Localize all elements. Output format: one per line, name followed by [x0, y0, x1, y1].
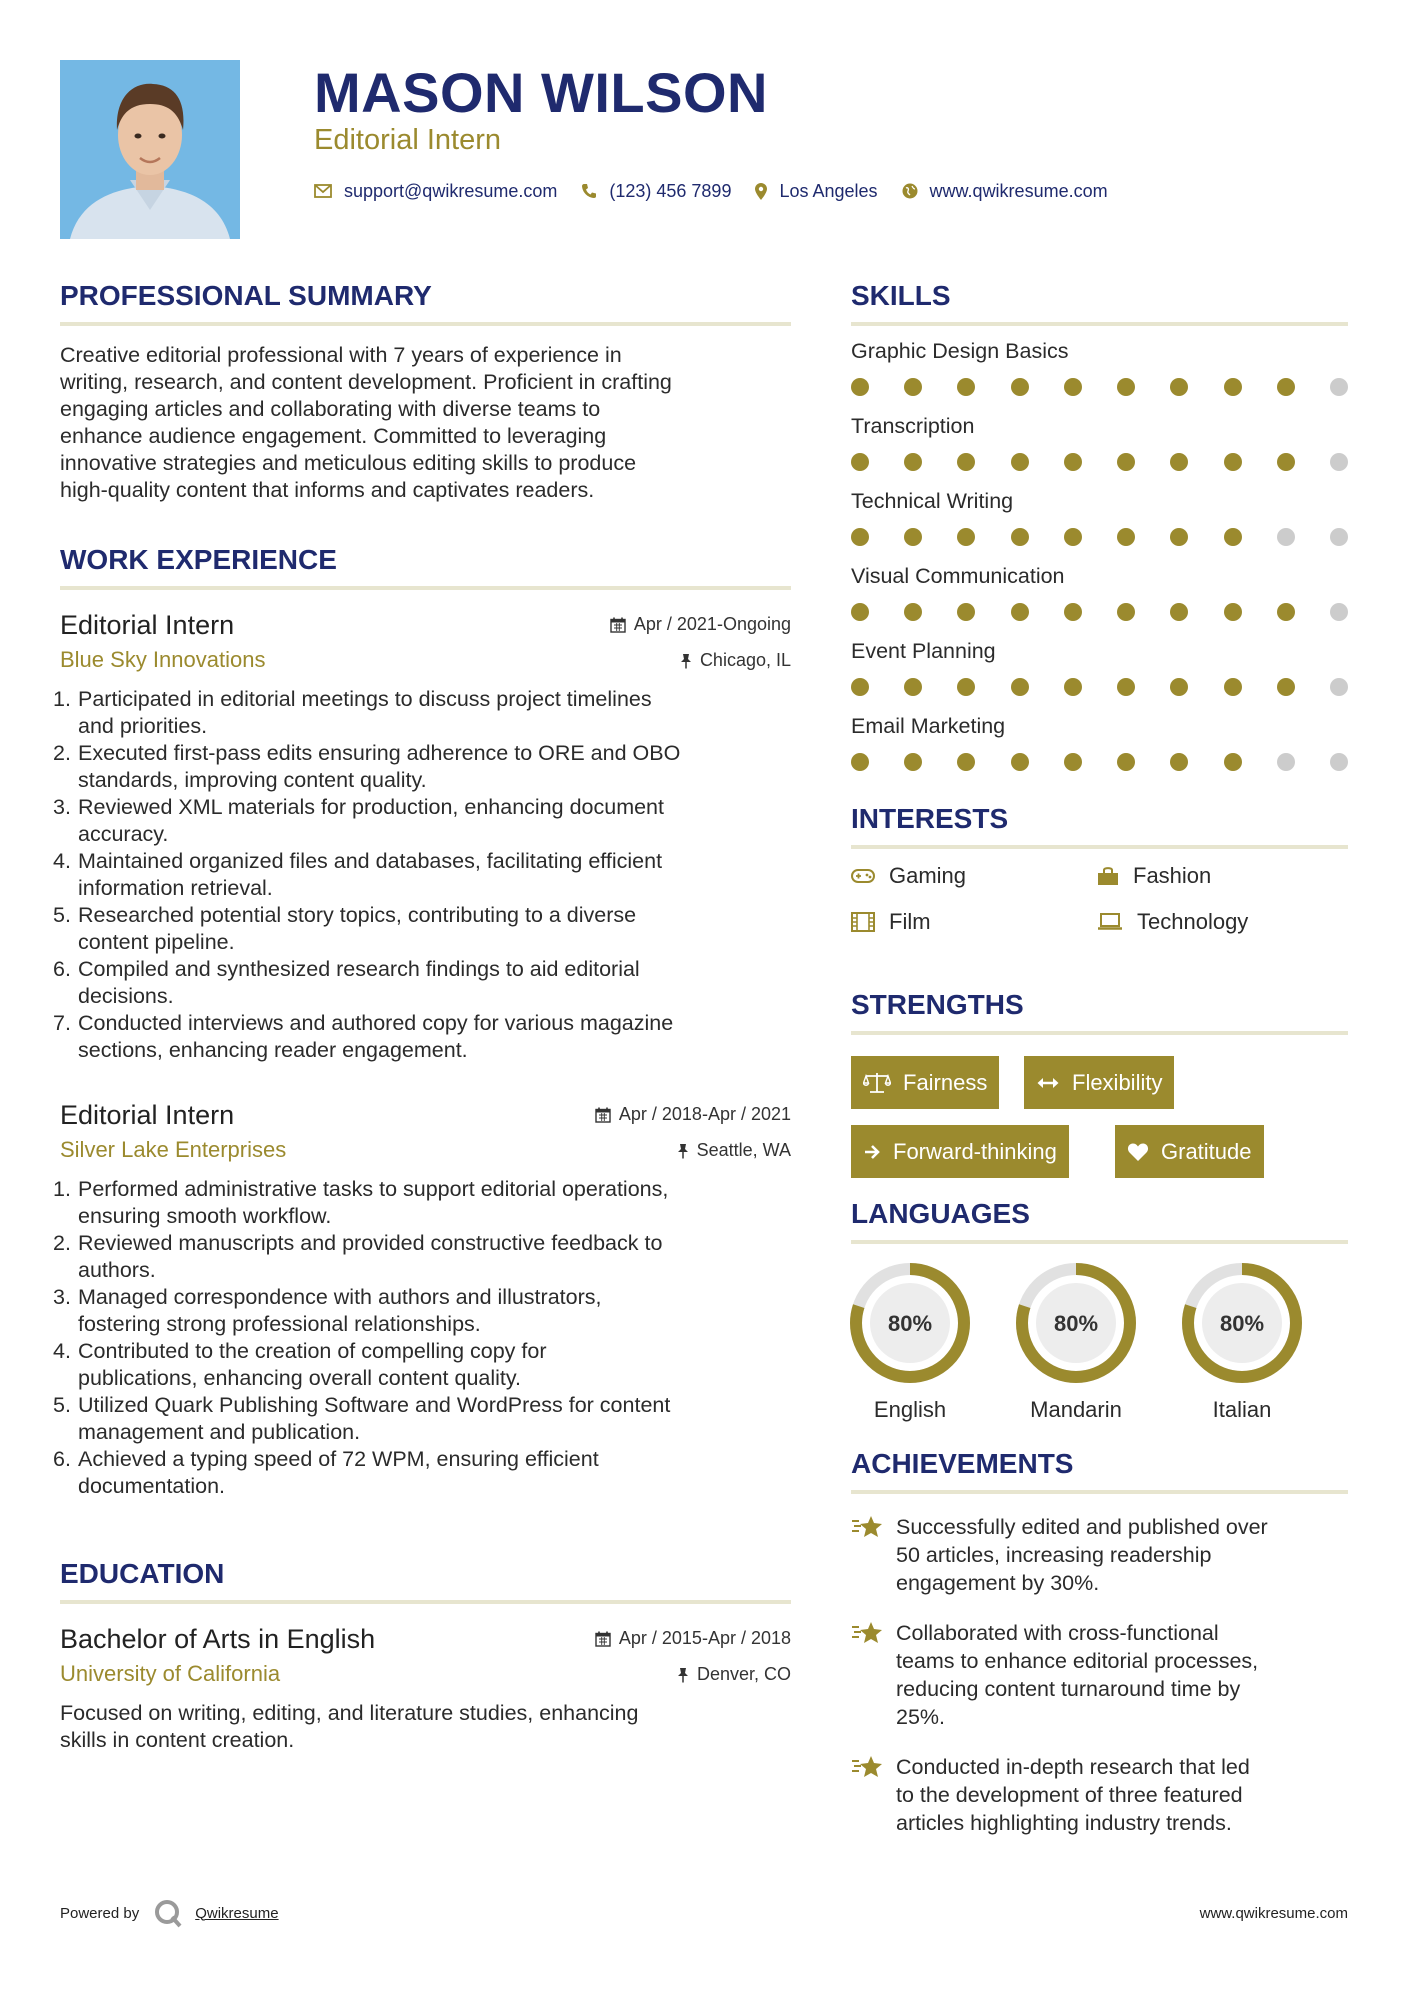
list-item: 5. Researched potential story topics, contributing to a diverse content pipeline. — [53, 903, 637, 954]
skill-rating — [851, 678, 1348, 696]
skill-dot-filled — [957, 678, 975, 696]
summary-line: innovative strategies and meticulous editing skills to produce — [60, 451, 637, 475]
job-location-text: Chicago, IL — [699, 650, 791, 670]
job-location — [680, 650, 791, 671]
list-item: 4. Maintained organized files and databases, facilitating efficient information retrieval. — [53, 849, 663, 900]
section-divider — [60, 1600, 791, 1604]
skills-heading: SKILLS — [851, 280, 951, 311]
interests-heading: INTERESTS — [851, 803, 1009, 834]
section-divider — [851, 322, 1348, 326]
skill-dot-filled — [1224, 453, 1242, 471]
shooting-star-icon — [851, 1753, 885, 1781]
education-date — [595, 1628, 791, 1649]
skill-dot-filled — [904, 378, 922, 396]
skill-dot-filled — [1011, 378, 1029, 396]
skill-dot-filled — [1224, 528, 1242, 546]
job-date — [595, 1104, 791, 1125]
section-divider — [851, 845, 1348, 849]
interest-film — [851, 909, 931, 935]
skill-dot-filled — [1117, 678, 1135, 696]
calendar-icon — [610, 617, 626, 633]
powered-by-text: Powered by — [60, 1904, 140, 1922]
job-bullets — [53, 1176, 791, 1500]
skill-name: Event Planning — [851, 639, 996, 663]
skill-dot-filled — [851, 378, 869, 396]
summary-heading: PROFESSIONAL SUMMARY — [60, 280, 432, 311]
skill-dot-filled — [1011, 753, 1029, 771]
job-title: Editorial Intern — [60, 1100, 235, 1130]
strength-badge — [851, 1056, 999, 1109]
candidate-name: MASON WILSON — [314, 61, 768, 124]
job-date-text: Apr / 2018-Apr / 2021 — [618, 1104, 791, 1124]
left-column — [53, 278, 791, 1754]
language-gauge — [1179, 1260, 1305, 1386]
interest-technology — [1097, 909, 1248, 935]
interest-label: Gaming — [889, 863, 967, 888]
section-divider — [851, 1240, 1348, 1244]
experience-section — [53, 542, 791, 1500]
list-item: 5. Utilized Quark Publishing Software and WordPress for content management and publication. — [53, 1393, 671, 1444]
education-description: Focused on writing, editing, and literature studies, enhancing skills in content creation. — [60, 1701, 639, 1752]
interest-label: Film — [889, 909, 931, 934]
degree-title: Bachelor of Arts in English — [60, 1624, 376, 1654]
list-item: 6. Compiled and synthesized research findings to aid editorial decisions. — [53, 957, 640, 1008]
skill-dot-filled — [1117, 378, 1135, 396]
skill-name: Transcription — [851, 414, 975, 438]
skill-dot-filled — [851, 603, 869, 621]
school-name: University of California — [60, 1661, 281, 1686]
balance-scale-icon — [863, 1072, 891, 1094]
right-column — [851, 278, 1348, 1837]
skill-name: Email Marketing — [851, 714, 1006, 738]
skill-name: Technical Writing — [851, 489, 1014, 513]
gamepad-icon — [851, 868, 875, 884]
job-entry — [53, 1098, 791, 1500]
list-item: 3. Reviewed XML materials for production, enhancing document accuracy. — [53, 795, 664, 846]
calendar-icon — [595, 1631, 611, 1647]
contact-website-text: www.qwikresume.com — [929, 180, 1108, 201]
skill-dot-filled — [957, 603, 975, 621]
skill-dot-filled — [1064, 528, 1082, 546]
skill-dot-filled — [1064, 753, 1082, 771]
education-section — [60, 1556, 791, 1754]
arrow-right-icon — [863, 1143, 881, 1161]
language-percent: 80% — [1219, 1311, 1265, 1336]
education-location-text: Denver, CO — [696, 1664, 791, 1684]
job-date-text: Apr / 2021-Ongoing — [633, 614, 791, 634]
strength-label: Flexibility — [1072, 1069, 1163, 1095]
achievement-item — [851, 1513, 1348, 1597]
shopping-bag-icon — [1097, 866, 1119, 886]
skill-dot-filled — [904, 753, 922, 771]
strength-label: Forward-thinking — [893, 1138, 1057, 1164]
language-gauge — [847, 1260, 973, 1386]
skill-item — [851, 331, 1348, 406]
achievement-item — [851, 1753, 1348, 1837]
skill-rating — [851, 753, 1348, 771]
skill-name: Graphic Design Basics — [851, 339, 1069, 363]
skill-rating — [851, 378, 1348, 396]
strength-label: Fairness — [903, 1069, 988, 1095]
skill-dot-empty — [1330, 378, 1348, 396]
skill-dot-filled — [1224, 378, 1242, 396]
qwikresume-logo-icon — [153, 1898, 183, 1928]
list-item: 6. Achieved a typing speed of 72 WPM, ensuring efficient documentation. — [53, 1447, 599, 1498]
heart-icon — [1127, 1142, 1149, 1162]
skill-dot-empty — [1330, 753, 1348, 771]
language-percent: 80% — [1053, 1311, 1099, 1336]
shooting-star-icon — [851, 1619, 885, 1647]
skill-dot-empty — [1330, 528, 1348, 546]
strength-badge — [1115, 1125, 1264, 1178]
contact-phone-text: (123) 456 7899 — [609, 180, 732, 201]
interest-label: Technology — [1137, 909, 1249, 934]
summary-text — [60, 342, 791, 504]
strength-badge — [1024, 1056, 1174, 1109]
list-item: 2. Reviewed manuscripts and provided constructive feedback to authors. — [53, 1231, 663, 1282]
language-item — [1179, 1260, 1305, 1424]
candidate-title: Editorial Intern — [314, 124, 501, 156]
list-item: 4. Contributed to the creation of compelling copy for publications, enhancing overall content quality. — [53, 1339, 547, 1390]
skill-dot-filled — [1170, 453, 1188, 471]
summary-line: Creative editorial professional with 7 years of experience in — [60, 343, 622, 367]
interest-gaming — [851, 863, 966, 889]
skills-section — [851, 278, 1348, 781]
skill-dot-filled — [904, 528, 922, 546]
job-location — [677, 1140, 791, 1161]
strengths-heading: STRENGTHS — [851, 989, 1024, 1020]
list-item: 2. Executed first-pass edits ensuring adherence to ORE and OBO standards, improving content quality. — [53, 741, 681, 792]
phone-icon — [581, 183, 597, 199]
skill-item — [851, 631, 1348, 706]
skill-dot-filled — [1224, 753, 1242, 771]
achievement-item — [851, 1619, 1348, 1731]
skill-dot-empty — [1330, 678, 1348, 696]
skill-dot-filled — [1117, 528, 1135, 546]
strength-label: Gratitude — [1161, 1138, 1252, 1164]
shooting-star-icon — [851, 1513, 885, 1541]
skill-rating — [851, 453, 1348, 471]
interest-fashion — [1097, 863, 1211, 889]
skill-dot-filled — [1277, 453, 1295, 471]
summary-line: high-quality content that informs and captivates readers. — [60, 478, 595, 502]
achievement-text: Conducted in-depth research that led to the development of three featured articles highlighting industry trends. — [896, 1755, 1250, 1835]
achievements-heading: ACHIEVEMENTS — [851, 1448, 1074, 1479]
skill-item — [851, 481, 1348, 556]
summary-line: engaging articles and collaborating with diverse teams to — [60, 397, 601, 421]
film-icon — [851, 912, 875, 932]
profile-photo — [60, 60, 240, 239]
skill-dot-filled — [1170, 753, 1188, 771]
language-name: English — [873, 1397, 947, 1422]
language-gauge — [1013, 1260, 1139, 1386]
skill-dot-filled — [957, 528, 975, 546]
laptop-icon — [1097, 913, 1123, 931]
contact-location — [755, 181, 877, 202]
achievements-section — [851, 1446, 1348, 1837]
skill-dot-filled — [957, 753, 975, 771]
skill-dot-filled — [1064, 603, 1082, 621]
education-location — [677, 1664, 791, 1685]
skill-dot-filled — [1224, 603, 1242, 621]
job-bullets — [53, 686, 791, 1064]
skill-dot-filled — [851, 753, 869, 771]
language-item — [847, 1260, 973, 1424]
education-entry — [60, 1622, 791, 1754]
section-divider — [60, 322, 791, 326]
qwikresume-link[interactable]: Qwikresume — [195, 1904, 279, 1922]
summary-line: writing, research, and content development. Proficient in crafting — [60, 370, 672, 394]
education-date-text: Apr / 2015-Apr / 2018 — [618, 1628, 791, 1648]
contact-phone[interactable] — [581, 181, 731, 202]
language-name: Italian — [1212, 1397, 1272, 1422]
skill-dot-filled — [1170, 378, 1188, 396]
skill-dot-filled — [1064, 378, 1082, 396]
summary-section — [60, 278, 791, 504]
job-location-text: Seattle, WA — [696, 1140, 791, 1160]
skill-dot-filled — [1170, 603, 1188, 621]
strengths-section — [851, 987, 1348, 1186]
skill-dot-filled — [904, 453, 922, 471]
skill-rating — [851, 603, 1348, 621]
skills-list — [851, 331, 1348, 781]
footer-powered-by — [60, 1898, 279, 1928]
strengths-list — [851, 1056, 1348, 1186]
skill-dot-empty — [1277, 528, 1295, 546]
skill-dot-empty — [1330, 603, 1348, 621]
skill-dot-empty — [1330, 453, 1348, 471]
skill-dot-filled — [1277, 678, 1295, 696]
education-heading: EDUCATION — [60, 1558, 225, 1589]
skill-dot-filled — [1011, 528, 1029, 546]
skill-dot-filled — [851, 453, 869, 471]
skill-dot-filled — [1277, 603, 1295, 621]
list-item: 1. Performed administrative tasks to support editorial operations, ensuring smooth workflow. — [53, 1177, 669, 1228]
list-item: 7. Conducted interviews and authored copy for various magazine sections, enhancing reader engagement. — [53, 1011, 674, 1062]
skill-item — [851, 556, 1348, 631]
skill-item — [851, 706, 1348, 781]
languages-heading: LANGUAGES — [851, 1198, 1030, 1229]
skill-dot-filled — [851, 678, 869, 696]
pushpin-icon — [677, 1143, 689, 1159]
skill-dot-filled — [1117, 603, 1135, 621]
job-date — [610, 614, 791, 635]
calendar-icon — [595, 1107, 611, 1123]
skill-dot-filled — [1277, 378, 1295, 396]
section-divider — [851, 1490, 1348, 1494]
skill-dot-filled — [1064, 453, 1082, 471]
envelope-icon — [314, 184, 332, 198]
job-company: Silver Lake Enterprises — [60, 1137, 287, 1162]
experience-heading: WORK EXPERIENCE — [60, 544, 337, 575]
skill-dot-filled — [1117, 453, 1135, 471]
skill-dot-filled — [851, 528, 869, 546]
contact-location-text: Los Angeles — [779, 180, 878, 201]
contact-bar — [314, 178, 1132, 204]
pushpin-icon — [677, 1667, 689, 1683]
contact-website[interactable] — [902, 181, 1108, 202]
skill-dot-filled — [1011, 603, 1029, 621]
job-company: Blue Sky Innovations — [60, 647, 266, 672]
languages-list — [851, 1260, 1348, 1430]
skill-dot-filled — [1011, 453, 1029, 471]
section-divider — [60, 586, 791, 590]
languages-section — [851, 1196, 1348, 1430]
contact-email-text: support@qwikresume.com — [344, 180, 558, 201]
interests-section — [851, 801, 1348, 973]
language-name: Mandarin — [1030, 1397, 1122, 1422]
map-marker-icon — [755, 183, 767, 200]
skill-dot-filled — [957, 378, 975, 396]
job-entry — [53, 608, 791, 1064]
skill-name: Visual Communication — [851, 564, 1065, 588]
skill-dot-filled — [1011, 678, 1029, 696]
arrows-horizontal-icon — [1036, 1076, 1060, 1090]
skill-dot-filled — [1224, 678, 1242, 696]
skill-rating — [851, 528, 1348, 546]
skill-dot-filled — [957, 453, 975, 471]
job-title: Editorial Intern — [60, 610, 235, 640]
contact-email[interactable] — [314, 181, 557, 202]
list-item: 1. Participated in editorial meetings to discuss project timelines and priorities. — [53, 687, 652, 738]
interest-label: Fashion — [1133, 863, 1212, 888]
skill-item — [851, 406, 1348, 481]
interests-list — [851, 863, 1348, 973]
achievement-text: Collaborated with cross-functional teams to enhance editorial processes, reducing content turnaround time by 25%. — [896, 1621, 1259, 1729]
strength-badge — [851, 1125, 1069, 1178]
language-item — [1013, 1260, 1139, 1424]
skill-dot-filled — [1064, 678, 1082, 696]
skill-dot-filled — [904, 603, 922, 621]
section-divider — [851, 1031, 1348, 1035]
globe-icon — [902, 183, 918, 199]
list-item: 3. Managed correspondence with authors and illustrators, fostering strong professional relationships. — [53, 1285, 602, 1336]
skill-dot-filled — [1170, 528, 1188, 546]
summary-line: enhance audience engagement. Committed to leveraging — [60, 424, 607, 448]
skill-dot-filled — [1117, 753, 1135, 771]
language-percent: 80% — [887, 1311, 933, 1336]
pushpin-icon — [680, 653, 692, 669]
skill-dot-filled — [904, 678, 922, 696]
achievement-text: Successfully edited and published over 50 articles, increasing readership engagement by 30%. — [896, 1515, 1268, 1595]
skill-dot-filled — [1170, 678, 1188, 696]
skill-dot-empty — [1277, 753, 1295, 771]
footer-website[interactable]: www.qwikresume.com — [1199, 1905, 1348, 1922]
